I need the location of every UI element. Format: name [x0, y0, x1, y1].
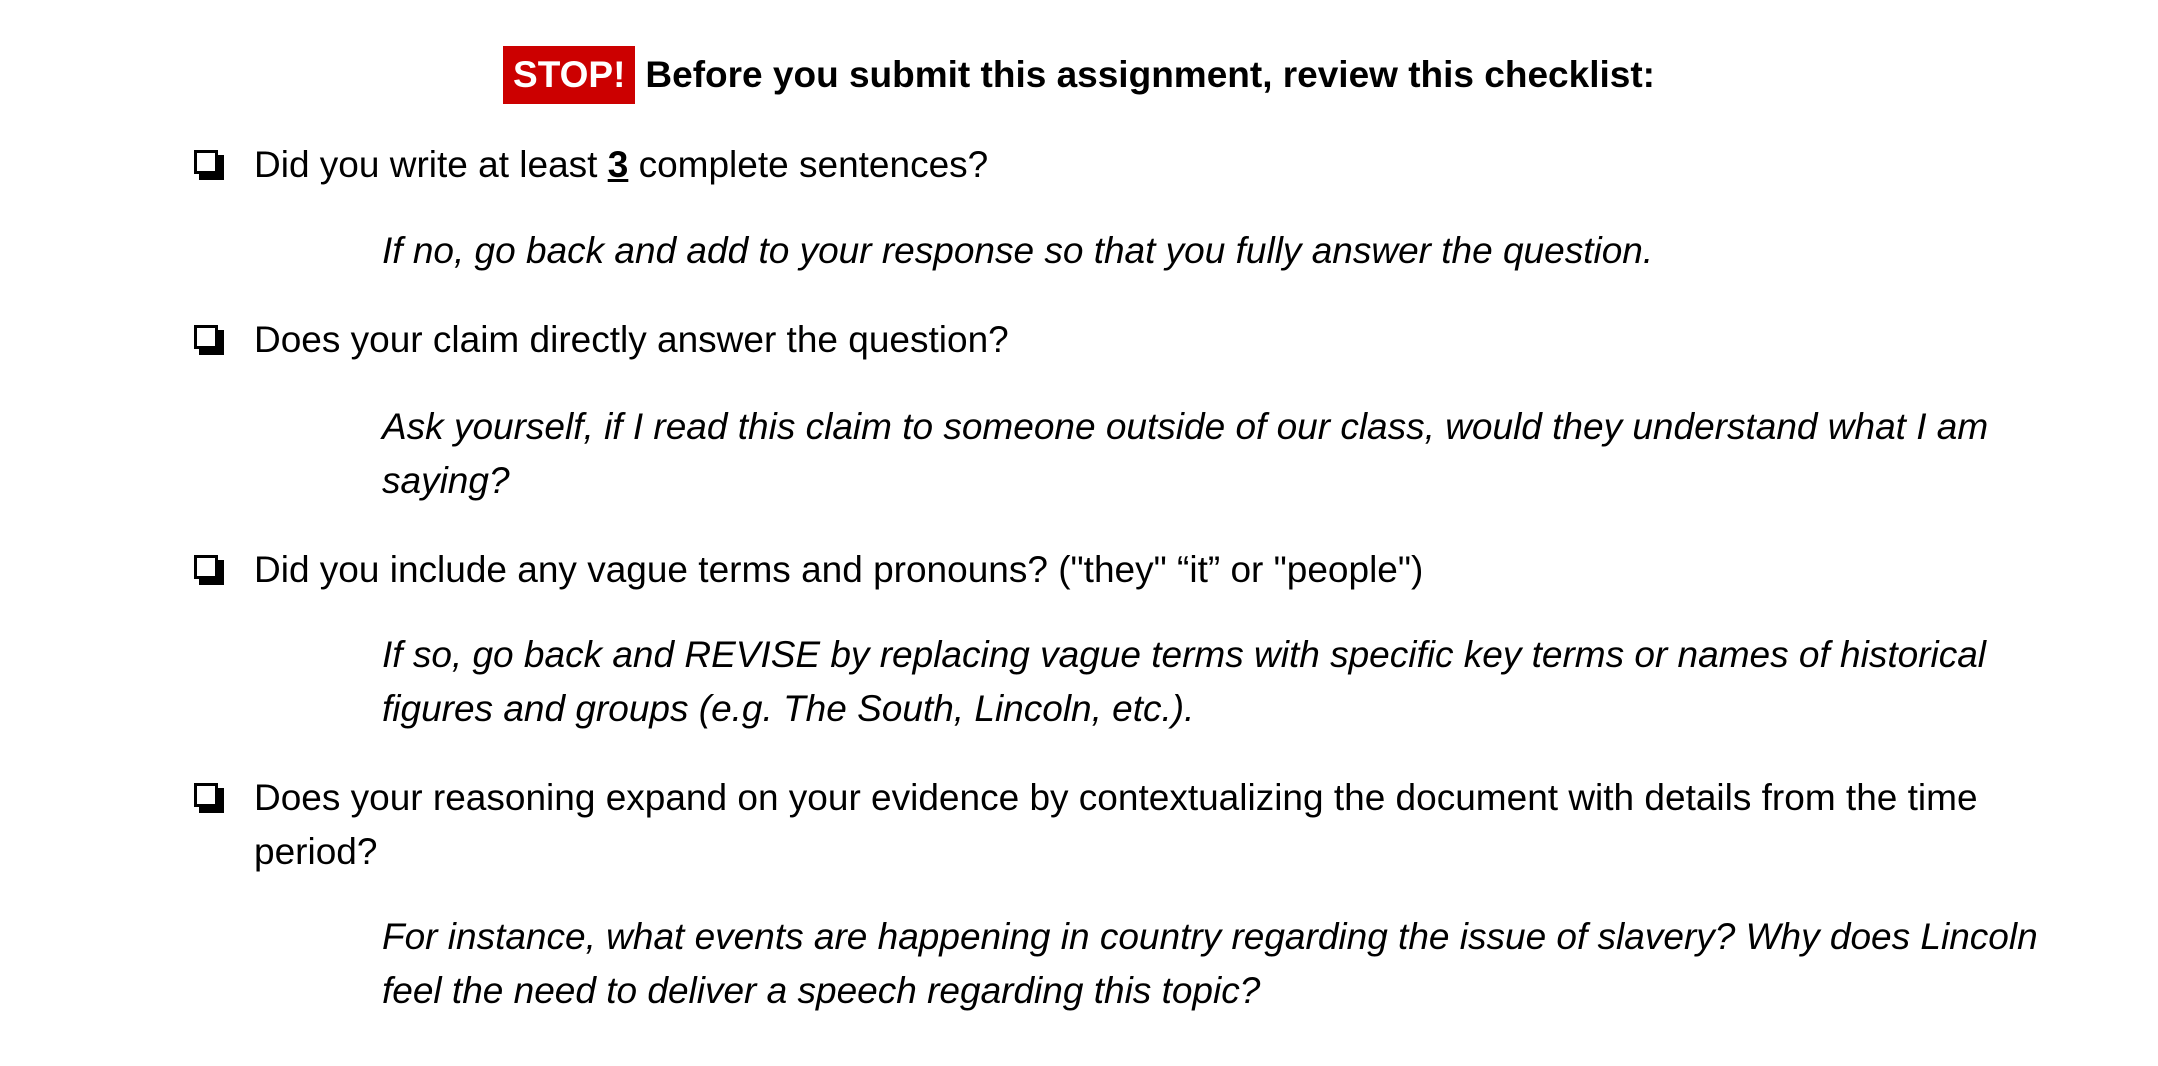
checklist-note-2: Ask yourself, if I read this claim to someone outside of our class, would they understand what I am saying?	[382, 406, 1989, 501]
checkbox-icon[interactable]	[194, 325, 224, 355]
checklist-question-3: Did you include any vague terms and pronouns? ("they" “it” or "people")	[254, 549, 1424, 590]
checklist-note-1: If no, go back and add to your response so that you fully answer the question.	[382, 230, 1654, 271]
checkbox-icon[interactable]	[194, 555, 224, 585]
checklist-question-2: Does your claim directly answer the question?	[254, 319, 1009, 360]
question-text: Did you write at least	[254, 144, 608, 185]
sentence-count: 3	[607, 144, 629, 185]
question-text: complete sentences?	[628, 144, 989, 185]
checklist-note-3: If so, go back and REVISE by replacing vague terms with specific key terms or names of historical figures and groups (e.g. The South, Lincoln, etc.).	[382, 634, 1987, 729]
checkbox-icon[interactable]	[194, 783, 224, 813]
checkbox-icon[interactable]	[194, 150, 224, 180]
checklist-header	[0, 46, 2158, 104]
header-title: Before you submit this assignment, review this checklist:	[645, 54, 1655, 95]
checklist-note-4: For instance, what events are happening in country regarding the issue of slavery? Why does Lincoln feel the need to deliver a speech regarding this topic?	[382, 916, 2038, 1011]
checklist-question-1	[254, 138, 2074, 192]
stop-badge: STOP!	[503, 46, 635, 104]
checklist-question-4: Does your reasoning expand on your evidence by contextualizing the document with details from the time period?	[254, 777, 1978, 872]
